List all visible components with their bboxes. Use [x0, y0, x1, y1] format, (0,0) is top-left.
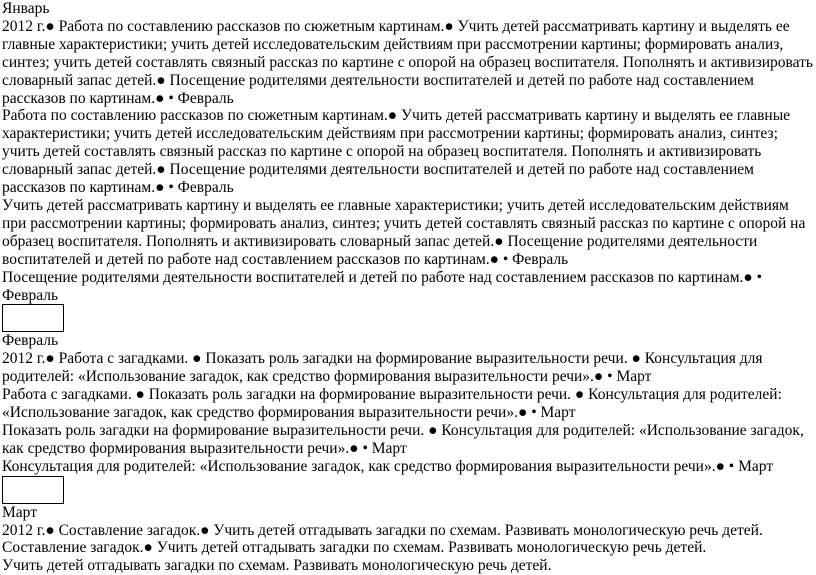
empty-table-cell — [2, 476, 64, 504]
paragraph: Работа по составлению рассказов по сюжетным картинам.● Учить детей рассматривать картину и выделять ее главные характеристики; учить детей исследовательским действиям при рассмотрении картины; формировать анализ, синтез; учить детей составлять связный рассказ по картине с опорой на образец воспитателя. Пополнять и активизировать словарный запас детей.● Посещение родителями деятельности воспитателей и детей по работе над составлением рассказов по картинам.● • Февраль — [2, 107, 790, 197]
paragraph: 2012 г.● Работа с загадками. ● Показать роль загадки на формирование выразительности речи. ● Консультация для родителей: «Использование загадок, как средство формирования выразительности речи».● • Март — [2, 350, 763, 386]
section-march — [2, 504, 814, 575]
section-title-march: Март — [2, 503, 37, 521]
paragraph: Работа с загадками. ● Показать роль загадки на формирование выразительности речи. ● Консультация для родителей: «Использование загадок, как средство формирования выразительности речи».● • Март — [2, 386, 782, 422]
paragraph: 2012 г.● Работа по составлению рассказов по сюжетным картинам.● Учить детей рассматривать картину и выделять ее главные характеристики; учить детей исследовательским действиям при рассмотрении картины; формировать анализ, синтез; учить детей составлять связный рассказ по картине с опорой на образец воспитателя. Пополнять и активизировать словарный запас детей.● Посещение родителями деятельности воспитателей и детей по работе над составлением рассказов по картинам.● • Февраль — [2, 17, 813, 107]
paragraph: Консультация для родителей: «Использование загадок, как средство формирования выразительности речи».● • Март — [2, 457, 774, 475]
paragraph: 2012 г.● Составление загадок.● Учить детей отгадывать загадки по схемам. Развивать монологическую речь детей. — [2, 521, 763, 539]
section-january — [2, 0, 814, 304]
section-february — [2, 332, 814, 475]
paragraph: Учить детей отгадывать загадки по схемам. Развивать монологическую речь детей. — [2, 557, 552, 575]
paragraph: Составление загадок.● Учить детей отгадывать загадки по схемам. Развивать монологическую речь детей. — [2, 539, 707, 557]
paragraph: Показать роль загадки на формирование выразительности речи. ● Консультация для родителей: «Использование загадок, как средство формирования выразительности речи».● • Март — [2, 421, 804, 457]
section-title-february: Февраль — [2, 332, 59, 350]
paragraph: Учить детей рассматривать картину и выделять ее главные характеристики; учить детей исследовательским действиям при рассмотрении картины; формировать анализ, синтез; учить детей составлять связный рассказ по картине с опорой на образец воспитателя. Пополнять и активизировать словарный запас детей.● Посещение родителями деятельности воспитателей и детей по работе над составлением рассказов по картинам.● • Февраль — [2, 196, 806, 268]
paragraph: Посещение родителями деятельности воспитателей и детей по работе над составлением рассказов по картинам.● • Февраль — [2, 268, 763, 304]
section-title-january: Январь — [2, 0, 50, 17]
empty-table-cell — [2, 304, 64, 332]
